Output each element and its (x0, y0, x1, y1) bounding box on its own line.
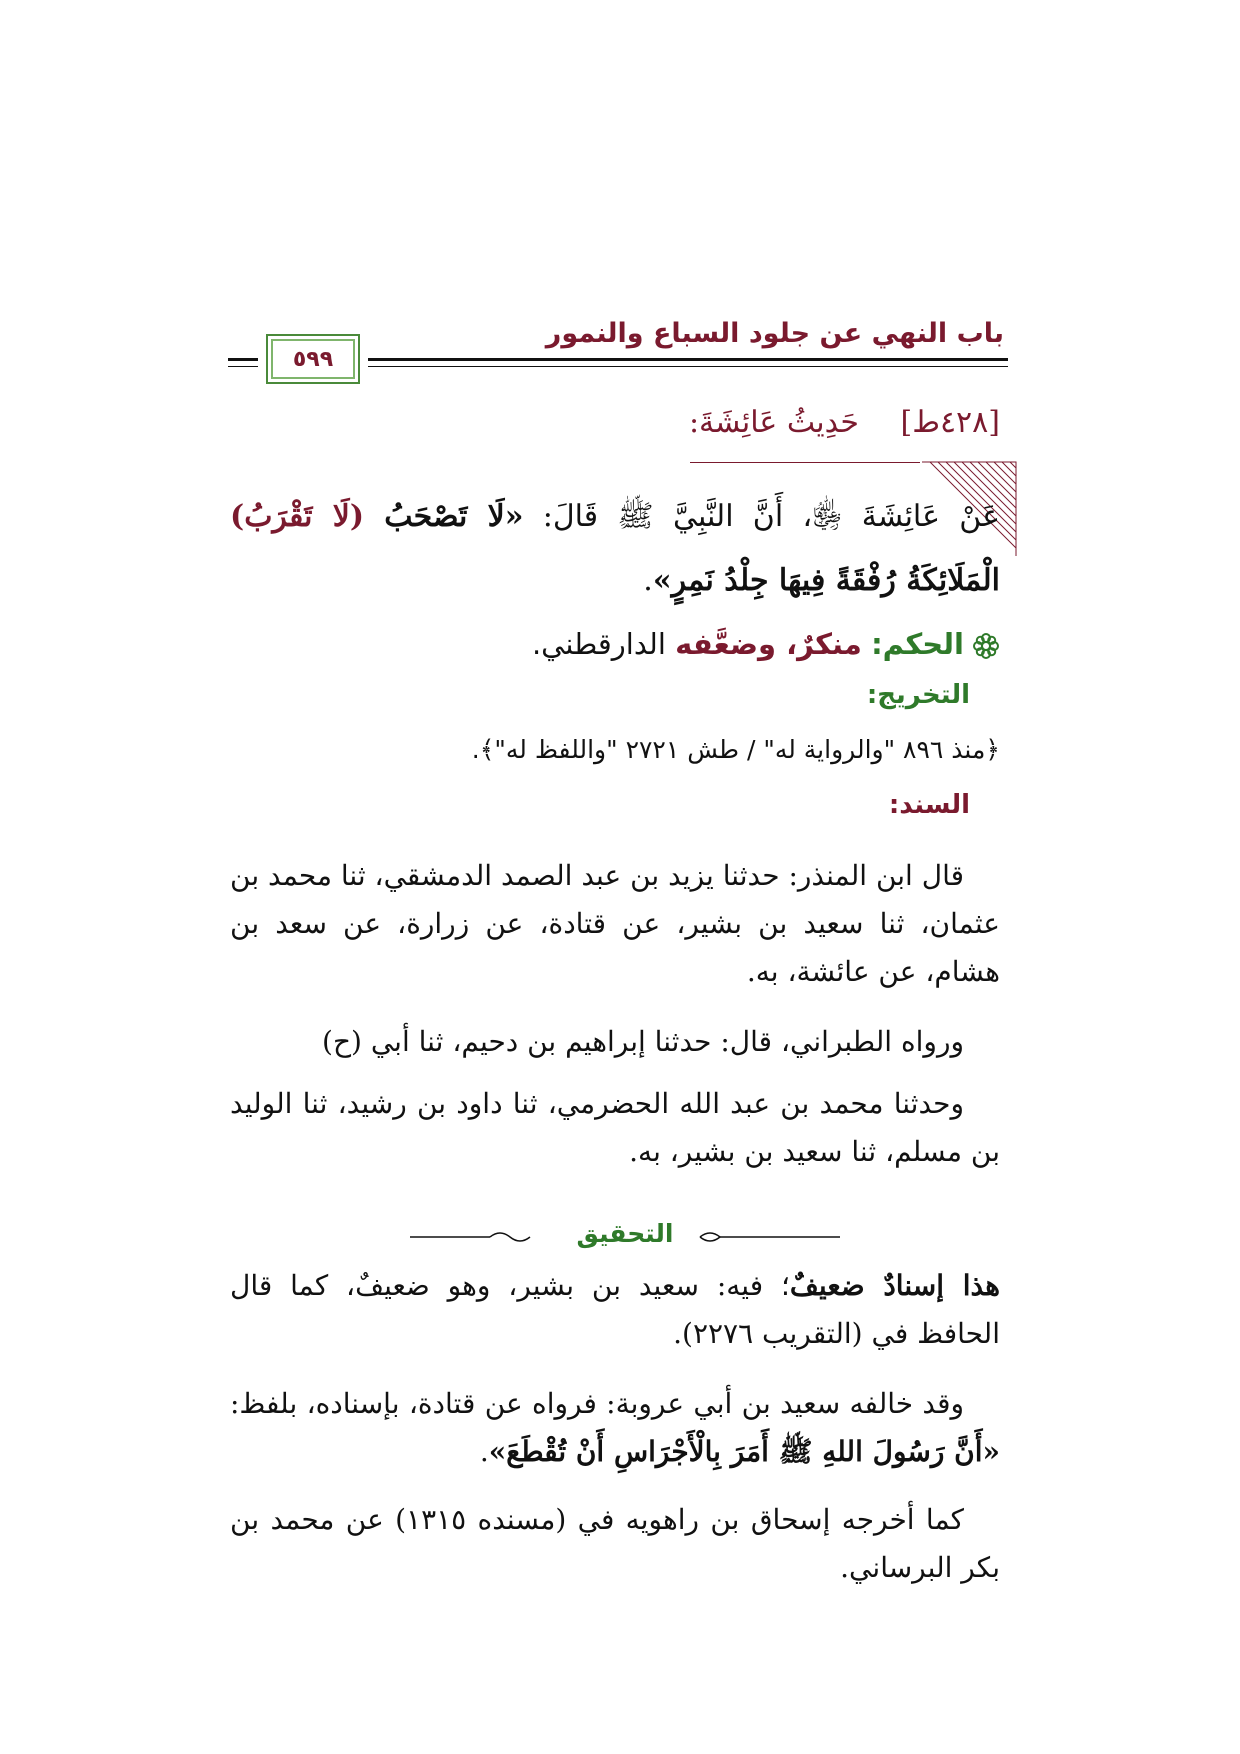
hadith-heading (689, 405, 1000, 440)
ruling-label: الحكم: (871, 627, 964, 661)
hadith-number: [٤٢٨ط] (900, 405, 1000, 440)
hadith-intro: عَنْ عَائِشَةَ ﵂، أَنَّ النَّبِيَّ ﷺ قَالَ: (523, 499, 1000, 534)
takhrij-content: ﴿منذ ٨٩٦ "والرواية له" / طش ٢٧٢١ "واللفظ له"﴾. (471, 735, 1000, 764)
sanad-p1: قال ابن المنذر: حدثنا يزيد بن عبد الصمد الدمشقي، ثنا محمد بن عثمان، ثنا سعيد بن بشير، عن قتادة، عن زرارة، عن سعد بن هشام، عن عائشة، به. (230, 859, 1000, 988)
tahqiq-p2-end: . (479, 1435, 489, 1468)
tahqiq-paragraph-3 (230, 1496, 1000, 1592)
hadith-quote-c: الْمَلَائِكَةُ رُفْقَةً فِيهَا جِلْدُ نَمِرٍ» (652, 563, 1000, 598)
ruling-line (220, 620, 1000, 668)
flower-icon (972, 632, 1000, 660)
hadith-title: حَدِيثُ عَائِشَةَ: (688, 405, 859, 440)
header-rule-right (368, 358, 1008, 361)
tahqiq-paragraph-2 (230, 1380, 1000, 1476)
page-number: ٥٩٩ (292, 346, 334, 372)
tahqiq-p2-bold: «أَنَّ رَسُولَ اللهِ ﷺ أَمَرَ بِالْأَجْرَاسِ أَنْ تُقْطَعَ» (488, 1435, 1000, 1468)
tahqiq-heading: التحقيق (576, 1219, 674, 1248)
takhrij-heading: التخريج: (866, 680, 970, 710)
tahqiq-p3: كما أخرجه إسحاق بن راهويه في (مسنده ١٣١٥) عن محمد بن بكر البرساني. (230, 1503, 1000, 1584)
header-rule-left-thin (228, 366, 258, 367)
page-number-badge (266, 334, 360, 384)
sanad-p3: وحدثنا محمد بن عبد الله الحضرمي، ثنا داود بن رشيد، ثنا الوليد بن مسلم، ثنا سعيد بن بشير، به. (230, 1087, 1000, 1168)
hadith-quote-a: «لَا تَصْحَبُ (364, 499, 524, 534)
tahqiq-p1-rest: ؛ فيه: سعيد بن بشير، وهو ضعيفٌ، كما قال الحافظ في (التقريب ٢٢٧٦). (230, 1269, 1000, 1350)
hadith-text (230, 485, 1000, 613)
tahqiq-paragraph-1 (230, 1262, 1000, 1358)
chapter-title: باب النهي عن جلود السباع والنمور (545, 318, 1004, 349)
sanad-p2: ورواه الطبراني، قال: حدثنا إبراهيم بن دحيم، ثنا أبي (ح) (322, 1025, 964, 1058)
header-rule-left (228, 358, 258, 361)
sanad-paragraph-1 (230, 852, 1000, 996)
takhrij-text (230, 726, 1000, 774)
sanad-paragraph-3 (230, 1080, 1000, 1176)
sanad-paragraph-2 (230, 1018, 1000, 1066)
sanad-heading: السند: (888, 790, 970, 820)
ruling-rest: الدارقطني. (531, 627, 676, 661)
ruling-verdict: منكرٌ، وضعَّفه (675, 627, 862, 661)
hadith-end: . (643, 563, 653, 598)
tahqiq-p2-plain: وقد خالفه سعيد بن أبي عروبة: فرواه عن قتادة، بإسناده، بلفظ: (230, 1387, 964, 1420)
header-rule-right-thin (368, 366, 1008, 367)
tahqiq-p1-bold: هذا إسنادٌ ضعيفٌ (789, 1269, 1000, 1302)
hadith-quote-variant: (لَا تَقْرَبُ) (230, 499, 365, 534)
heading-underline (690, 462, 920, 463)
